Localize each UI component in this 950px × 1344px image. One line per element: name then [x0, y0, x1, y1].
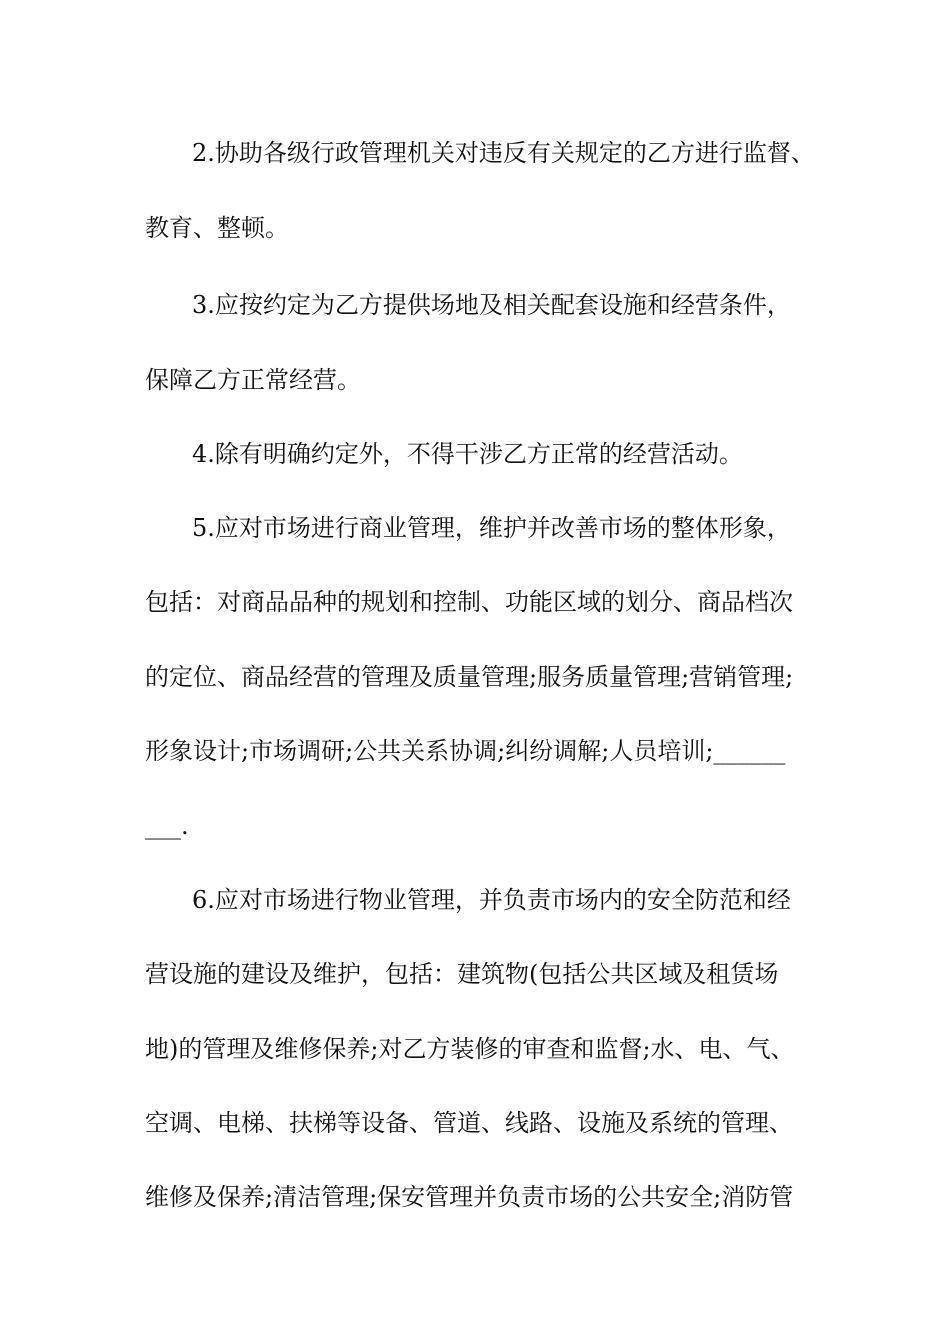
text-line: 6.应对市场进行物业管理，并负责市场内的安全防范和经 [192, 886, 791, 914]
text-line: 形象设计;市场调研;公共关系协调;纠纷调解;人员培训;______ [145, 737, 786, 765]
text-line: 包括：对商品品种的规划和控制、功能区域的划分、商品档次 [145, 588, 793, 616]
text-line: 3.应按约定为乙方提供场地及相关配套设施和经营条件， [192, 291, 791, 319]
text-line: 教育、整顿。 [145, 214, 289, 242]
text-line: 维修及保养;清洁管理;保安管理并负责市场的公共安全;消防管 [145, 1183, 794, 1211]
text-line: 4.除有明确约定外，不得干涉乙方正常的经营活动。 [192, 440, 743, 468]
text-line: 2.协助各级行政管理机关对违反有关规定的乙方进行监督、 [192, 139, 815, 167]
text-line: 保障乙方正常经营。 [145, 366, 361, 394]
text-line: 地)的管理及维修保养;对乙方装修的审查和监督;水、电、气、 [145, 1035, 795, 1063]
text-line: 营设施的建设及维护，包括：建筑物(包括公共区域及租赁场 [145, 960, 779, 988]
text-line: 的定位、商品经营的管理及质量管理;服务质量管理;营销管理; [145, 663, 794, 691]
text-line: ___. [145, 812, 189, 840]
text-line: 5.应对市场进行商业管理，维护并改善市场的整体形象， [192, 514, 791, 542]
text-line: 空调、电梯、扶梯等设备、管道、线路、设施及系统的管理、 [145, 1109, 793, 1137]
